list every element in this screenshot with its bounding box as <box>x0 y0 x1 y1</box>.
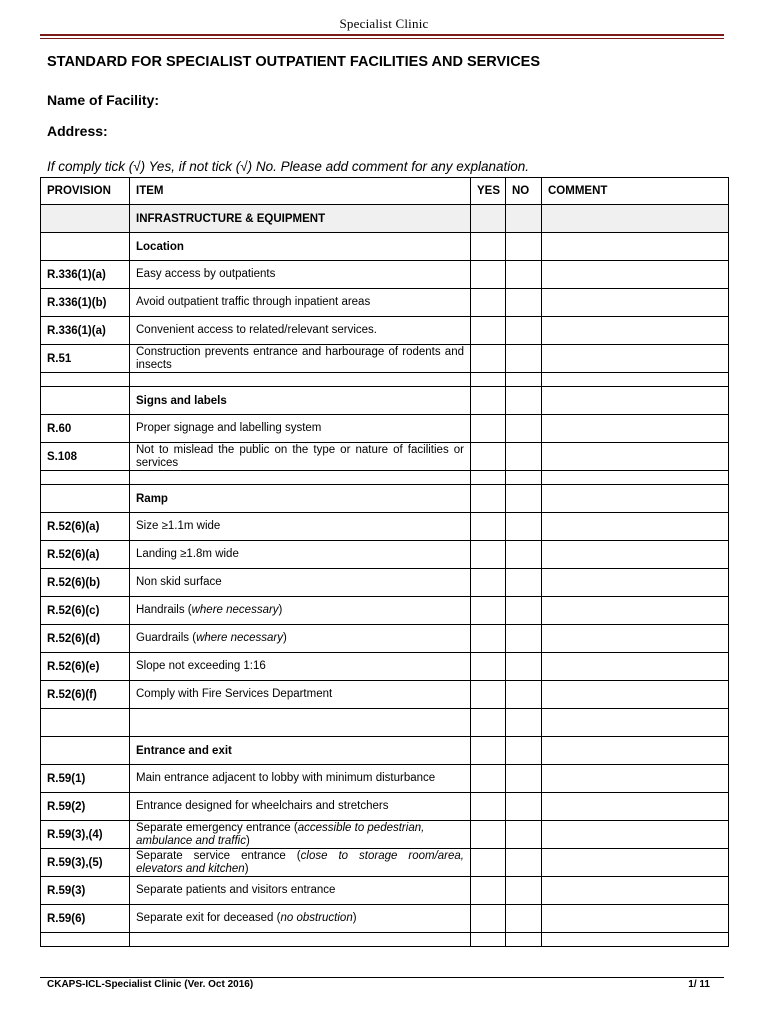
comment-cell[interactable] <box>542 289 729 317</box>
table-row <box>41 737 729 765</box>
provision-cell: R.52(6)(e) <box>41 653 130 681</box>
yes-checkbox-cell[interactable] <box>471 681 506 709</box>
item-text: Handrails ( <box>136 604 192 616</box>
item-cell <box>130 877 471 905</box>
yes-checkbox-cell <box>471 233 506 261</box>
provision-cell <box>41 485 130 513</box>
item-cell <box>130 821 471 849</box>
provision-cell: R.336(1)(b) <box>41 289 130 317</box>
item-cell <box>130 373 471 387</box>
item-text: Construction prevents entrance and harbourage of rodents and insects <box>136 345 464 371</box>
table-row <box>41 485 729 513</box>
table-row <box>41 205 729 233</box>
provision-cell: R.52(6)(a) <box>41 541 130 569</box>
comment-cell <box>542 471 729 485</box>
item-cell <box>130 387 471 415</box>
table-row <box>41 793 729 821</box>
comment-cell[interactable] <box>542 653 729 681</box>
table-row <box>41 289 729 317</box>
yes-checkbox-cell[interactable] <box>471 513 506 541</box>
instructions-text: If comply tick (√) Yes, if not tick (√) No. Please add comment for any explanation. <box>47 159 530 174</box>
comment-cell[interactable] <box>542 443 729 471</box>
item-cell <box>130 415 471 443</box>
no-checkbox-cell <box>506 387 542 415</box>
no-checkbox-cell[interactable] <box>506 653 542 681</box>
provision-cell: R.336(1)(a) <box>41 261 130 289</box>
comment-cell[interactable] <box>542 569 729 597</box>
address-label: Address: <box>47 123 108 139</box>
no-checkbox-cell[interactable] <box>506 415 542 443</box>
comment-cell <box>542 387 729 415</box>
provision-cell <box>41 709 130 737</box>
no-checkbox-cell[interactable] <box>506 681 542 709</box>
facility-name-label: Name of Facility: <box>47 92 160 108</box>
table-row <box>41 233 729 261</box>
item-text: Proper signage and labelling system <box>136 422 322 434</box>
table-row <box>41 709 729 737</box>
provision-cell <box>41 471 130 485</box>
table-header-row <box>41 178 729 205</box>
item-cell <box>130 471 471 485</box>
no-checkbox-cell <box>506 233 542 261</box>
no-checkbox-cell[interactable] <box>506 625 542 653</box>
no-checkbox-cell[interactable] <box>506 765 542 793</box>
item-cell <box>130 681 471 709</box>
item-text: Convenient access to related/relevant services. <box>136 324 377 336</box>
table-row <box>41 569 729 597</box>
yes-checkbox-cell <box>471 737 506 765</box>
table-row <box>41 877 729 905</box>
item-cell <box>130 849 471 877</box>
provision-cell: R.59(6) <box>41 905 130 933</box>
item-cell <box>130 513 471 541</box>
item-cell <box>130 625 471 653</box>
yes-checkbox-cell[interactable] <box>471 289 506 317</box>
item-cell <box>130 261 471 289</box>
no-checkbox-cell[interactable] <box>506 541 542 569</box>
footer-rule <box>40 977 724 978</box>
comment-cell[interactable] <box>542 317 729 345</box>
provision-cell: R.52(6)(d) <box>41 625 130 653</box>
provision-cell: R.60 <box>41 415 130 443</box>
comment-cell <box>542 205 729 233</box>
yes-checkbox-cell <box>471 709 506 737</box>
provision-cell: R.336(1)(a) <box>41 317 130 345</box>
table-row <box>41 471 729 485</box>
table-row <box>41 387 729 415</box>
table-row <box>41 373 729 387</box>
table-row <box>41 765 729 793</box>
item-text: Comply with Fire Services Department <box>136 688 333 700</box>
item-cell <box>130 793 471 821</box>
running-header: Specialist Clinic <box>339 16 429 31</box>
comment-cell[interactable] <box>542 681 729 709</box>
no-checkbox-cell <box>506 933 542 947</box>
item-cell <box>130 709 471 737</box>
table-row <box>41 261 729 289</box>
item-cell <box>130 653 471 681</box>
table-row <box>41 513 729 541</box>
item-text: Separate service entrance ( <box>136 849 301 862</box>
yes-checkbox-cell[interactable] <box>471 765 506 793</box>
provision-cell: R.52(6)(b) <box>41 569 130 597</box>
comment-cell[interactable] <box>542 597 729 625</box>
yes-checkbox-cell[interactable] <box>471 625 506 653</box>
comment-cell[interactable] <box>542 765 729 793</box>
comment-cell[interactable] <box>542 877 729 905</box>
yes-checkbox-cell[interactable] <box>471 597 506 625</box>
item-cell <box>130 905 471 933</box>
no-checkbox-cell[interactable] <box>506 877 542 905</box>
provision-cell: R.59(3),(5) <box>41 849 130 877</box>
no-checkbox-cell <box>506 471 542 485</box>
table-row <box>41 541 729 569</box>
provision-cell <box>41 387 130 415</box>
no-checkbox-cell[interactable] <box>506 289 542 317</box>
table-row <box>41 681 729 709</box>
comment-cell[interactable] <box>542 793 729 821</box>
item-text: Slope not exceeding 1:16 <box>136 660 266 672</box>
table-row <box>41 821 729 849</box>
item-cell <box>130 933 471 947</box>
item-cell <box>130 765 471 793</box>
item-text: Easy access by outpatients <box>136 268 276 280</box>
no-checkbox-cell <box>506 737 542 765</box>
table-row <box>41 849 729 877</box>
yes-checkbox-cell[interactable] <box>471 849 506 877</box>
no-checkbox-cell <box>506 485 542 513</box>
comment-cell[interactable] <box>542 261 729 289</box>
checklist-body <box>41 205 729 947</box>
no-checkbox-cell[interactable] <box>506 597 542 625</box>
yes-checkbox-cell[interactable] <box>471 821 506 849</box>
item-text: Not to mislead the public on the type or nature of facilities or services <box>136 443 464 469</box>
item-text: Location <box>136 240 184 253</box>
comment-cell <box>542 933 729 947</box>
provision-cell <box>41 373 130 387</box>
item-text: Avoid outpatient traffic through inpatient areas <box>136 296 371 308</box>
no-checkbox-cell <box>506 373 542 387</box>
comment-cell[interactable] <box>542 541 729 569</box>
comment-cell[interactable] <box>542 821 729 849</box>
yes-checkbox-cell[interactable] <box>471 877 506 905</box>
item-text: Size ≥1.1m wide <box>136 520 221 532</box>
yes-checkbox-cell <box>471 387 506 415</box>
item-cell <box>130 289 471 317</box>
table-row <box>41 905 729 933</box>
header-rule-thin <box>40 38 724 39</box>
table-row <box>41 597 729 625</box>
no-checkbox-cell[interactable] <box>506 821 542 849</box>
no-checkbox-cell[interactable] <box>506 569 542 597</box>
footer-page-number: 1/ 11 <box>688 979 710 990</box>
no-checkbox-cell[interactable] <box>506 905 542 933</box>
item-emphasis: where necessary <box>191 604 279 616</box>
comment-cell <box>542 709 729 737</box>
item-text-suffix: ) <box>244 862 249 875</box>
item-cell <box>130 205 471 233</box>
item-text-suffix: ) <box>245 834 250 847</box>
item-text: Entrance and exit <box>136 744 232 757</box>
table-row <box>41 625 729 653</box>
yes-checkbox-cell <box>471 933 506 947</box>
no-checkbox-cell[interactable] <box>506 513 542 541</box>
provision-cell: R.59(1) <box>41 765 130 793</box>
provision-cell: R.52(6)(a) <box>41 513 130 541</box>
provision-cell: R.51 <box>41 345 130 373</box>
yes-checkbox-cell <box>471 471 506 485</box>
yes-checkbox-cell[interactable] <box>471 653 506 681</box>
provision-cell <box>41 233 130 261</box>
provision-cell: R.52(6)(c) <box>41 597 130 625</box>
yes-checkbox-cell[interactable] <box>471 793 506 821</box>
comment-cell[interactable] <box>542 625 729 653</box>
no-checkbox-cell[interactable] <box>506 849 542 877</box>
yes-header: YES <box>471 178 506 205</box>
header-rule <box>40 34 724 36</box>
table-row <box>41 933 729 947</box>
item-text: Separate patients and visitors entrance <box>136 884 336 896</box>
table-row <box>41 415 729 443</box>
table-row <box>41 317 729 345</box>
item-cell <box>130 597 471 625</box>
item-text: INFRASTRUCTURE & EQUIPMENT <box>136 212 326 225</box>
item-text: Main entrance adjacent to lobby with minimum disturbance <box>136 772 436 784</box>
item-text-suffix: ) <box>278 604 283 616</box>
item-cell <box>130 737 471 765</box>
yes-checkbox-cell[interactable] <box>471 443 506 471</box>
yes-checkbox-cell <box>471 485 506 513</box>
checklist-table <box>40 177 729 947</box>
comment-cell <box>542 485 729 513</box>
yes-checkbox-cell[interactable] <box>471 541 506 569</box>
comment-cell[interactable] <box>542 345 729 373</box>
item-cell <box>130 443 471 471</box>
comment-cell[interactable] <box>542 849 729 877</box>
item-text: Signs and labels <box>136 394 227 407</box>
comment-cell[interactable] <box>542 415 729 443</box>
no-checkbox-cell[interactable] <box>506 443 542 471</box>
provision-cell: S.108 <box>41 443 130 471</box>
item-cell <box>130 541 471 569</box>
yes-checkbox-cell[interactable] <box>471 905 506 933</box>
no-header: NO <box>506 178 542 205</box>
item-cell <box>130 317 471 345</box>
yes-checkbox-cell[interactable] <box>471 415 506 443</box>
no-checkbox-cell <box>506 709 542 737</box>
table-row <box>41 345 729 373</box>
item-cell <box>130 345 471 373</box>
provision-cell: R.52(6)(f) <box>41 681 130 709</box>
provision-header: PROVISION <box>41 178 130 205</box>
item-text-suffix: ) <box>352 912 357 924</box>
item-text: Separate emergency entrance ( <box>136 821 298 834</box>
yes-checkbox-cell <box>471 205 506 233</box>
table-row <box>41 653 729 681</box>
item-text-suffix: ) <box>283 632 287 644</box>
provision-cell: R.59(3),(4) <box>41 821 130 849</box>
no-checkbox-cell[interactable] <box>506 793 542 821</box>
no-checkbox-cell[interactable] <box>506 261 542 289</box>
document-title: STANDARD FOR SPECIALIST OUTPATIENT FACILITIES AND SERVICES <box>47 54 541 70</box>
provision-cell <box>41 933 130 947</box>
item-emphasis: where necessary <box>196 632 284 644</box>
comment-cell[interactable] <box>542 513 729 541</box>
comment-cell <box>542 373 729 387</box>
no-checkbox-cell <box>506 205 542 233</box>
footer-document-id: CKAPS-ICL-Specialist Clinic (Ver. Oct 2016) <box>47 979 254 990</box>
yes-checkbox-cell[interactable] <box>471 317 506 345</box>
item-text: Ramp <box>136 492 168 505</box>
table-row <box>41 443 729 471</box>
provision-cell <box>41 205 130 233</box>
item-cell <box>130 233 471 261</box>
comment-cell <box>542 737 729 765</box>
item-emphasis: close to storage room/area, elevators and kitchen <box>136 849 464 875</box>
item-emphasis: no obstruction <box>280 912 353 924</box>
comment-header: COMMENT <box>542 178 729 205</box>
provision-cell: R.59(3) <box>41 877 130 905</box>
item-header: ITEM <box>130 178 471 205</box>
item-text: Guardrails ( <box>136 632 197 644</box>
item-emphasis: accessible to pedestrian, ambulance and traffic <box>136 821 425 847</box>
yes-checkbox-cell[interactable] <box>471 569 506 597</box>
provision-cell: R.59(2) <box>41 793 130 821</box>
item-text: Landing ≥1.8m wide <box>136 548 239 560</box>
provision-cell <box>41 737 130 765</box>
item-text: Separate exit for deceased ( <box>136 912 281 924</box>
yes-checkbox-cell <box>471 373 506 387</box>
item-text: Non skid surface <box>136 576 222 588</box>
item-cell <box>130 569 471 597</box>
comment-cell <box>542 233 729 261</box>
item-text: Entrance designed for wheelchairs and stretchers <box>136 800 389 812</box>
comment-cell[interactable] <box>542 905 729 933</box>
yes-checkbox-cell[interactable] <box>471 345 506 373</box>
no-checkbox-cell[interactable] <box>506 317 542 345</box>
no-checkbox-cell[interactable] <box>506 345 542 373</box>
yes-checkbox-cell[interactable] <box>471 261 506 289</box>
item-cell <box>130 485 471 513</box>
